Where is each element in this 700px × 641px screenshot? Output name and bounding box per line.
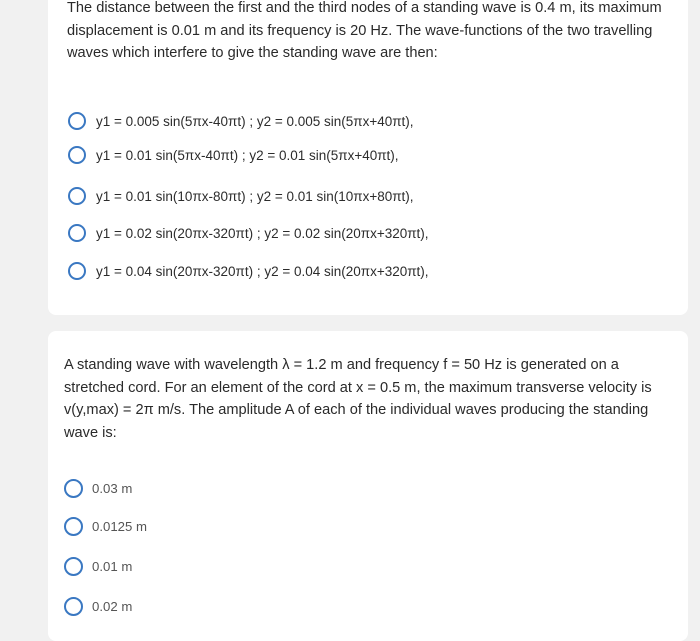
answer-option[interactable] <box>68 262 429 280</box>
answer-option[interactable] <box>64 479 132 498</box>
answer-option[interactable] <box>68 224 429 242</box>
answer-option[interactable] <box>68 146 399 164</box>
answer-option[interactable] <box>64 517 147 536</box>
answer-option[interactable] <box>64 557 132 576</box>
radio-button[interactable] <box>68 112 86 130</box>
answer-label: y1 = 0.01 sin(10πx-80πt) ; y2 = 0.01 sin(10πx+80πt), <box>96 188 414 204</box>
answer-label: y1 = 0.005 sin(5πx-40πt) ; y2 = 0.005 sin(5πx+40πt), <box>96 113 414 129</box>
radio-button[interactable] <box>64 597 83 616</box>
radio-button[interactable] <box>64 517 83 536</box>
answer-label: 0.02 m <box>92 599 133 614</box>
radio-button[interactable] <box>68 224 86 242</box>
answer-label: 0.01 m <box>92 559 133 574</box>
answer-option[interactable] <box>64 597 132 616</box>
answer-option[interactable] <box>68 187 414 205</box>
radio-button[interactable] <box>64 479 83 498</box>
answer-label: 0.03 m <box>92 481 133 496</box>
answer-option[interactable] <box>68 112 414 130</box>
answer-label: 0.0125 m <box>92 519 147 534</box>
question-text: A standing wave with wavelength λ = 1.2 m and frequency f = 50 Hz is generated on a stretched cord. For an element of the cord at x = 0.5 m, the maximum transverse velocity is v(y,max) = 2π m/s. The amplitude A of each of the individual waves producing the standing wave is: <box>64 357 652 441</box>
radio-button[interactable] <box>68 262 86 280</box>
radio-button[interactable] <box>68 187 86 205</box>
answer-label: y1 = 0.02 sin(20πx-320πt) ; y2 = 0.02 sin(20πx+320πt), <box>96 225 429 241</box>
question-card-1 <box>48 0 688 315</box>
answer-label: y1 = 0.04 sin(20πx-320πt) ; y2 = 0.04 sin(20πx+320πt), <box>96 263 429 279</box>
radio-button[interactable] <box>68 146 86 164</box>
answer-label: y1 = 0.01 sin(5πx-40πt) ; y2 = 0.01 sin(5πx+40πt), <box>96 147 399 163</box>
radio-button[interactable] <box>64 557 83 576</box>
question-card-2 <box>48 331 688 641</box>
question-text: The distance between the first and the third nodes of a standing wave is 0.4 m, its maximum displacement is 0.01 m and its frequency is 20 Hz. The wave-functions of the two travelling waves which interfere to give the standing wave are then: <box>67 0 662 61</box>
